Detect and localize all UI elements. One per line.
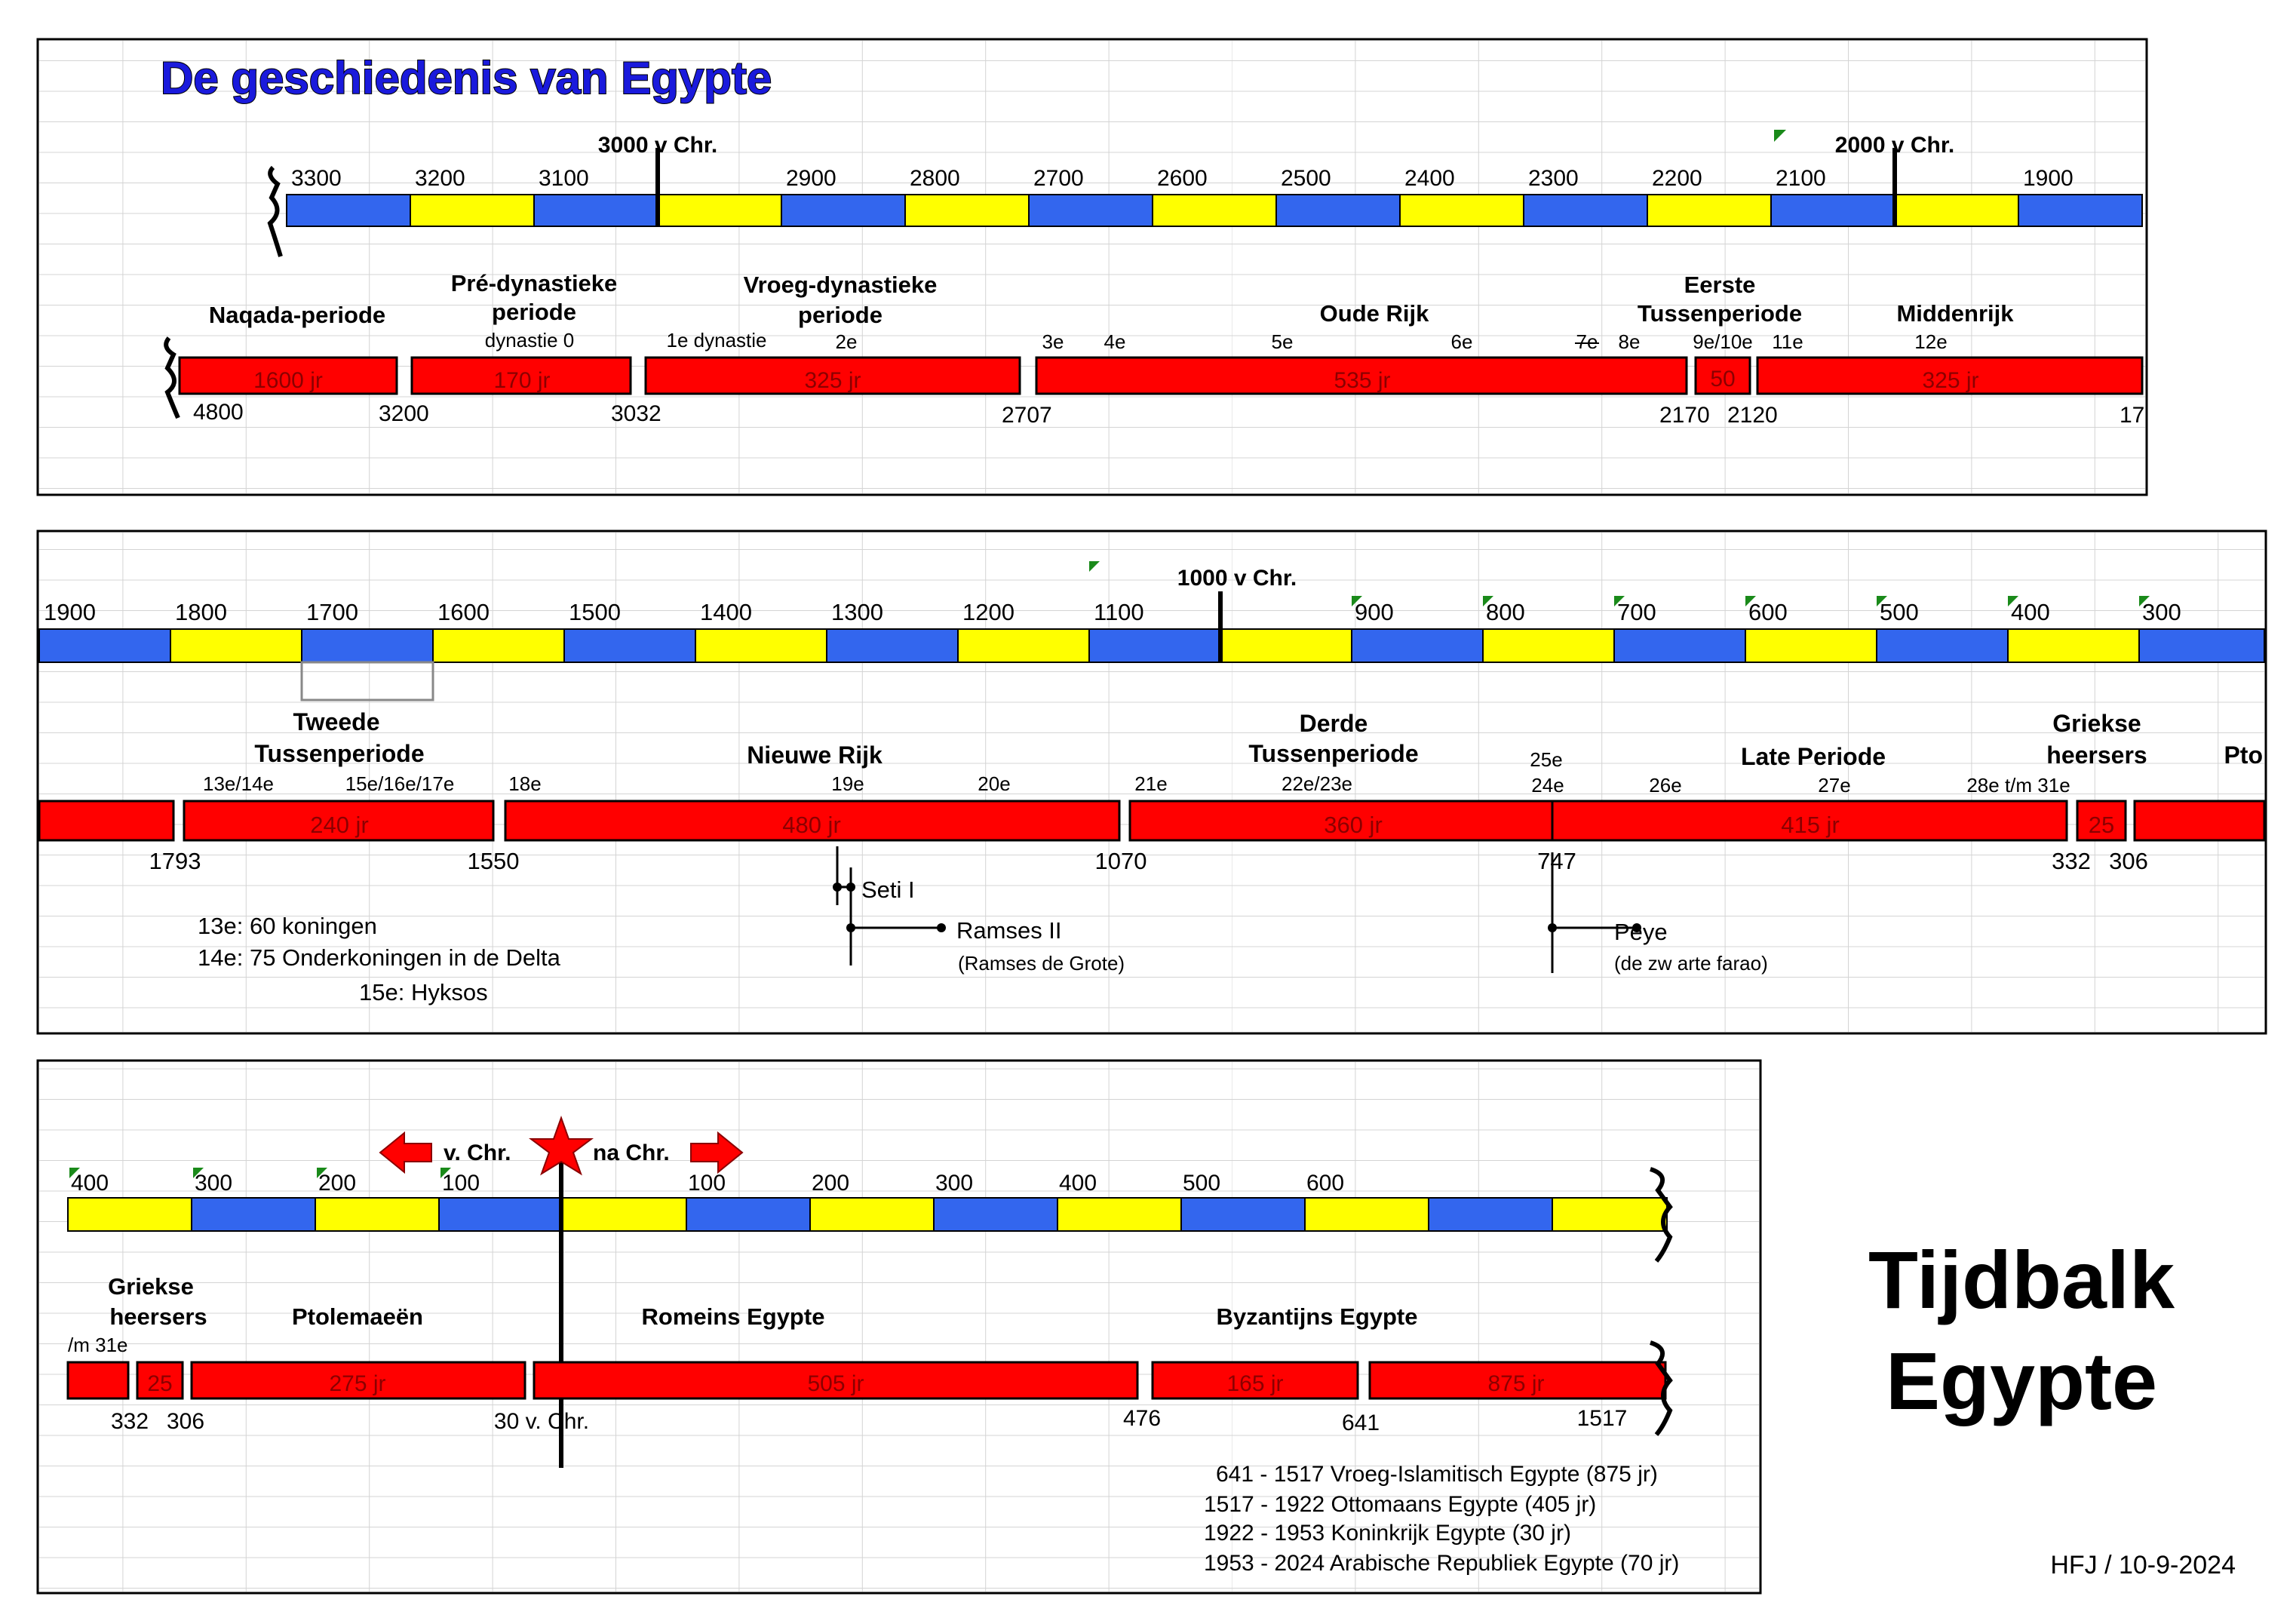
- century-bar-2: [39, 629, 2264, 662]
- dynasty-label: 11e: [1772, 330, 1803, 353]
- century-label: 2600: [1157, 166, 1208, 191]
- century-label: 1600: [437, 599, 490, 625]
- before-christ-label: v. Chr.: [444, 1140, 511, 1165]
- dynasty-label: 3e: [1042, 330, 1064, 353]
- date-label: 332: [2052, 848, 2091, 874]
- century-label: 2500: [1281, 166, 1331, 191]
- century-label: 100: [688, 1171, 726, 1196]
- period-name: Eerste: [1684, 272, 1756, 298]
- century-bar-3: [68, 1198, 1667, 1231]
- date-label: 641: [1341, 1411, 1380, 1435]
- date-label: 17: [2120, 403, 2145, 428]
- duration-label: 50: [1710, 367, 1736, 391]
- period-name: Pré-dynastieke: [450, 270, 618, 296]
- dynasty-label: 9e/10e: [1693, 330, 1753, 353]
- century-label: 3300: [291, 166, 342, 191]
- duration-label: 275 jr: [329, 1371, 386, 1396]
- century-label: 1300: [831, 599, 883, 625]
- period-name: periode: [798, 302, 883, 328]
- duration-label: 25: [147, 1371, 173, 1396]
- date-label: 4800: [193, 400, 244, 425]
- period-name: Tussenperiode: [254, 740, 425, 767]
- dynasty-label: 8e: [1618, 330, 1641, 353]
- duration-label: 480 jr: [782, 812, 841, 838]
- later-period: 1517 - 1922 Ottomaans Egypte (405 jr): [1204, 1492, 1597, 1517]
- century-label: 1800: [175, 599, 227, 625]
- dynasty-label: 22e/23e: [1282, 772, 1352, 795]
- dynasty-label: /m 31e: [68, 1334, 128, 1356]
- dynasty-label: 24e: [1531, 774, 1564, 797]
- date-label: 2707: [1002, 403, 1052, 428]
- century-label: 300: [195, 1171, 233, 1196]
- century-label: 1900: [2023, 166, 2074, 191]
- pharaoh-ramses-note: (Ramses de Grote): [958, 952, 1125, 975]
- century-label: 1500: [569, 599, 621, 625]
- century-label: 3200: [415, 166, 465, 191]
- period-name: heersers: [109, 1303, 207, 1330]
- century-label: 2900: [786, 166, 836, 191]
- dynasty-label: 28e t/m 31e: [1966, 774, 2070, 797]
- century-label: 400: [71, 1171, 109, 1196]
- date-label: 476: [1122, 1406, 1162, 1431]
- dynasty-label: 26e: [1649, 774, 1682, 797]
- century-label: 500: [1880, 599, 1919, 625]
- panel-1: [38, 39, 2147, 495]
- century-label: 900: [1355, 599, 1394, 625]
- date-label: 306: [2109, 848, 2148, 874]
- after-christ-label: na Chr.: [593, 1140, 670, 1165]
- date-label: 306: [166, 1409, 205, 1434]
- dynasty-label: 12e: [1914, 330, 1948, 353]
- period-bars-2: [39, 801, 2264, 840]
- marker-3000-label: 3000 v Chr.: [597, 133, 718, 158]
- century-label: 1900: [44, 599, 96, 625]
- period-name: Byzantijns Egypte: [1216, 1303, 1418, 1330]
- century-label: 2300: [1528, 166, 1579, 191]
- century-label: 1200: [962, 599, 1015, 625]
- dynasty-label: 1e dynastie: [666, 329, 767, 352]
- period-name: Tussenperiode: [1637, 300, 1803, 327]
- pharaoh-peye: Peye: [1614, 919, 1668, 945]
- period-name: Middenrijk: [1896, 300, 2014, 327]
- period-name: Nieuwe Rijk: [747, 741, 883, 769]
- page-title: De geschiedenis van Egypte: [161, 53, 772, 103]
- dynasty-label: 2e: [835, 330, 858, 353]
- big-title-line2: Egypte: [1885, 1335, 2158, 1426]
- date-label: 3200: [379, 401, 429, 426]
- century-label: 2800: [910, 166, 960, 191]
- period-name: Tweede: [293, 708, 380, 735]
- date-label: 3032: [611, 401, 662, 426]
- dynasty-label: 19e: [831, 772, 864, 795]
- duration-label: 165 jr: [1226, 1371, 1284, 1396]
- century-label: 2100: [1776, 166, 1826, 191]
- note-line: 15e: Hyksos: [359, 979, 488, 1005]
- period-bar: [39, 801, 173, 840]
- period-name: Griekse: [108, 1273, 194, 1300]
- century-label: 400: [1059, 1171, 1097, 1196]
- duration-label: 1600 jr: [253, 368, 323, 393]
- date-label: 747: [1537, 848, 1576, 874]
- dynasty-label: dynastie 0: [484, 329, 575, 352]
- duration-label: 240 jr: [310, 812, 369, 838]
- century-label: 400: [2011, 599, 2050, 625]
- century-bar-1: [287, 195, 2142, 226]
- marker-2000-label: 2000 v Chr.: [1834, 133, 1955, 158]
- dynasty-label: 13e/14e: [203, 772, 274, 795]
- period-name: heersers: [2046, 741, 2147, 769]
- period-name: Pto: [2224, 741, 2263, 769]
- date-label: 30 v. Chr.: [493, 1409, 590, 1434]
- duration-label: 25: [2088, 812, 2115, 838]
- century-label: 2400: [1404, 166, 1455, 191]
- century-label: 1100: [1094, 599, 1144, 625]
- big-title: [1825, 1230, 2218, 1432]
- duration-label: 170 jr: [493, 368, 551, 393]
- marker-1000-label: 1000 v Chr.: [1177, 566, 1297, 591]
- dynasty-label: 15e/16e/17e: [345, 772, 455, 795]
- period-name: Late Periode: [1740, 743, 1886, 770]
- duration-label: 875 jr: [1487, 1371, 1545, 1396]
- panel-3: [38, 1061, 1760, 1593]
- period-name: Griekse: [2052, 710, 2141, 737]
- century-labels-1: [291, 166, 2074, 191]
- century-label: 600: [1306, 1171, 1345, 1196]
- century-label: 2700: [1033, 166, 1084, 191]
- century-label: 700: [1617, 599, 1656, 625]
- period-name: Naqada-periode: [208, 302, 386, 328]
- period-name: Romeins Egypte: [641, 1303, 825, 1330]
- period-name: Oude Rijk: [1319, 300, 1429, 327]
- panel-1-grid: [39, 41, 2145, 493]
- duration-label: 535 jr: [1334, 368, 1391, 393]
- period-name: Vroeg-dynastieke: [743, 272, 938, 298]
- duration-label: 505 jr: [807, 1371, 864, 1396]
- century-label: 1700: [306, 599, 358, 625]
- date-label: 1070: [1094, 848, 1147, 874]
- century-label: 600: [1748, 599, 1788, 625]
- date-label: 332: [110, 1409, 149, 1434]
- big-title-line1: Tijdbalk: [1868, 1234, 2175, 1325]
- century-label: 200: [318, 1171, 357, 1196]
- century-label: 100: [442, 1171, 480, 1196]
- dynasty-label: 18e: [508, 772, 542, 795]
- later-period: 641 - 1517 Vroeg-Islamitisch Egypte (875 jr): [1216, 1462, 1658, 1487]
- date-label: 1793: [149, 848, 201, 874]
- dynasty-label: 6e: [1450, 330, 1473, 353]
- period-name: Ptolemaeën: [291, 1303, 424, 1330]
- later-period: 1922 - 1953 Koninkrijk Egypte (30 jr): [1204, 1521, 1571, 1546]
- date-label: 1550: [467, 848, 520, 874]
- date-label: 1517: [1576, 1406, 1628, 1431]
- century-label: 300: [2142, 599, 2181, 625]
- later-period: 1953 - 2024 Arabische Republiek Egypte (70 jr): [1204, 1551, 1680, 1576]
- century-label: 300: [935, 1171, 974, 1196]
- period-name: periode: [492, 299, 576, 325]
- century-label: 1400: [700, 599, 752, 625]
- date-label: 2170: [1659, 403, 1710, 428]
- duration-label: 360 jr: [1324, 812, 1383, 838]
- pharaoh-ramses: Ramses II: [956, 917, 1062, 944]
- period-bars-3: [68, 1362, 1665, 1398]
- dynasty-label: 20e: [978, 772, 1011, 795]
- pharaoh-peye-note: (de zw arte farao): [1614, 952, 1768, 975]
- century-label: 500: [1183, 1171, 1221, 1196]
- century-label: 200: [812, 1171, 850, 1196]
- dynasty-label: 5e: [1271, 330, 1294, 353]
- note-line: 13e: 60 koningen: [198, 913, 377, 939]
- period-bars-1: [180, 358, 2142, 394]
- duration-label: 325 jr: [1922, 368, 1979, 393]
- dynasty-label: 27e: [1818, 774, 1851, 797]
- century-label: 800: [1486, 599, 1525, 625]
- date-label: 2120: [1727, 403, 1778, 428]
- dynasty-label: 25e: [1530, 748, 1563, 771]
- dynasty-label: 7e: [1576, 330, 1598, 353]
- pharaoh-seti: Seti I: [861, 876, 915, 903]
- century-label: 3100: [539, 166, 589, 191]
- period-bar: [2135, 801, 2264, 840]
- duration-label: 415 jr: [1781, 812, 1840, 838]
- note-line: 14e: 75 Onderkoningen in de Delta: [198, 944, 560, 971]
- period-name: Tussenperiode: [1248, 740, 1419, 767]
- dynasty-label: 4e: [1104, 330, 1126, 353]
- panel-2: [38, 531, 2266, 1033]
- period-bar: [68, 1362, 128, 1398]
- period-name: Derde: [1299, 710, 1368, 737]
- author-stamp: HFJ / 10-9-2024: [2050, 1551, 2236, 1579]
- duration-label: 325 jr: [804, 368, 861, 393]
- dynasty-label: 21e: [1134, 772, 1168, 795]
- century-label: 2200: [1652, 166, 1702, 191]
